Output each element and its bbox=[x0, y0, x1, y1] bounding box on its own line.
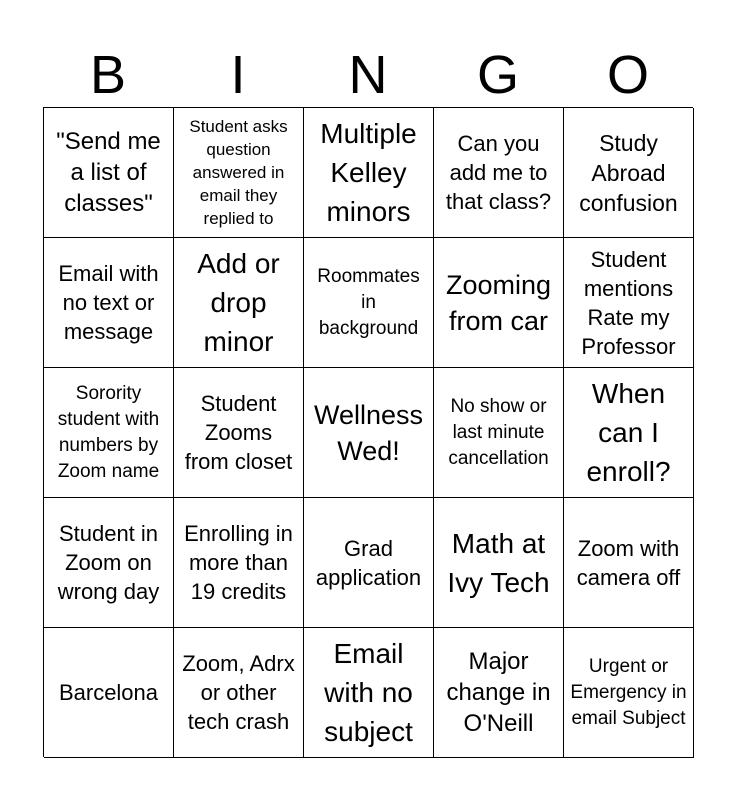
cell-text: Zoom, Adrx or other tech crash bbox=[182, 651, 295, 734]
cell-text: Can you add me to that class? bbox=[445, 131, 552, 214]
cell-text: No show or last minute cancellation bbox=[448, 395, 549, 469]
bingo-cell-r4c4[interactable] bbox=[434, 498, 564, 628]
cell-text: Urgent or Emergency in email Subject bbox=[570, 655, 687, 729]
cell-text: Zooming from car bbox=[445, 269, 552, 336]
bingo-cell-r5c5[interactable] bbox=[564, 628, 694, 758]
cell-text: When can I enroll? bbox=[586, 378, 671, 487]
cell-text: Student in Zoom on wrong day bbox=[57, 521, 160, 604]
bingo-cell-r3c2[interactable] bbox=[174, 368, 304, 498]
cell-text: Student Zooms from closet bbox=[184, 391, 293, 474]
bingo-cell-r3c1[interactable] bbox=[44, 368, 174, 498]
bingo-cell-r4c5[interactable] bbox=[564, 498, 694, 628]
bingo-cell-r1c1[interactable] bbox=[44, 108, 174, 238]
cell-text: Email with no subject bbox=[324, 638, 413, 747]
cell-text: Study Abroad confusion bbox=[579, 129, 678, 216]
bingo-cell-r3c3[interactable] bbox=[304, 368, 434, 498]
cell-text: Multiple Kelley minors bbox=[320, 118, 417, 227]
cell-text: Wellness Wed! bbox=[313, 399, 424, 466]
cell-text: Major change in O'Neill bbox=[446, 648, 551, 737]
bingo-cell-r2c2[interactable] bbox=[174, 238, 304, 368]
bingo-cell-r2c5[interactable] bbox=[564, 238, 694, 368]
cell-text: Math at Ivy Tech bbox=[447, 527, 550, 598]
bingo-cell-r3c4[interactable] bbox=[434, 368, 564, 498]
cell-text: Enrolling in more than 19 credits bbox=[184, 521, 293, 604]
bingo-cell-r5c3[interactable] bbox=[304, 628, 434, 758]
bingo-cell-r5c4[interactable] bbox=[434, 628, 564, 758]
header-letter-o: O bbox=[606, 45, 649, 105]
bingo-header bbox=[43, 44, 693, 106]
header-letter-b: B bbox=[89, 45, 127, 105]
cell-text: "Send me a list of classes" bbox=[56, 128, 161, 217]
bingo-cell-r2c4[interactable] bbox=[434, 238, 564, 368]
bingo-cell-r1c4[interactable] bbox=[434, 108, 564, 238]
bingo-cell-r1c5[interactable] bbox=[564, 108, 694, 238]
cell-text: Roommates in background bbox=[317, 265, 420, 339]
cell-text: Sorority student with numbers by Zoom name bbox=[57, 382, 160, 482]
header-letter-i: I bbox=[230, 45, 246, 105]
bingo-board bbox=[43, 107, 693, 757]
bingo-cell-r3c5[interactable] bbox=[564, 368, 694, 498]
bingo-cell-r4c1[interactable] bbox=[44, 498, 174, 628]
bingo-cell-r4c2[interactable] bbox=[174, 498, 304, 628]
header-letter-g: G bbox=[476, 45, 519, 105]
bingo-cell-r2c1[interactable] bbox=[44, 238, 174, 368]
cell-text: Student asks question answered in email they replied to bbox=[189, 117, 288, 228]
bingo-cell-r4c3[interactable] bbox=[304, 498, 434, 628]
bingo-cell-r5c2[interactable] bbox=[174, 628, 304, 758]
bingo-cell-r2c3[interactable] bbox=[304, 238, 434, 368]
bingo-cell-r1c2[interactable] bbox=[174, 108, 304, 238]
bingo-cell-r1c3[interactable] bbox=[304, 108, 434, 238]
cell-text: Student mentions Rate my Professor bbox=[581, 246, 676, 359]
cell-text: Email with no text or message bbox=[58, 261, 159, 344]
cell-text: Add or drop minor bbox=[197, 248, 280, 357]
cell-text: Zoom with camera off bbox=[576, 535, 681, 590]
cell-text: Barcelona bbox=[58, 680, 159, 705]
bingo-cell-r5c1[interactable] bbox=[44, 628, 174, 758]
cell-text: Grad application bbox=[315, 535, 422, 590]
header-letter-n: N bbox=[348, 45, 388, 105]
